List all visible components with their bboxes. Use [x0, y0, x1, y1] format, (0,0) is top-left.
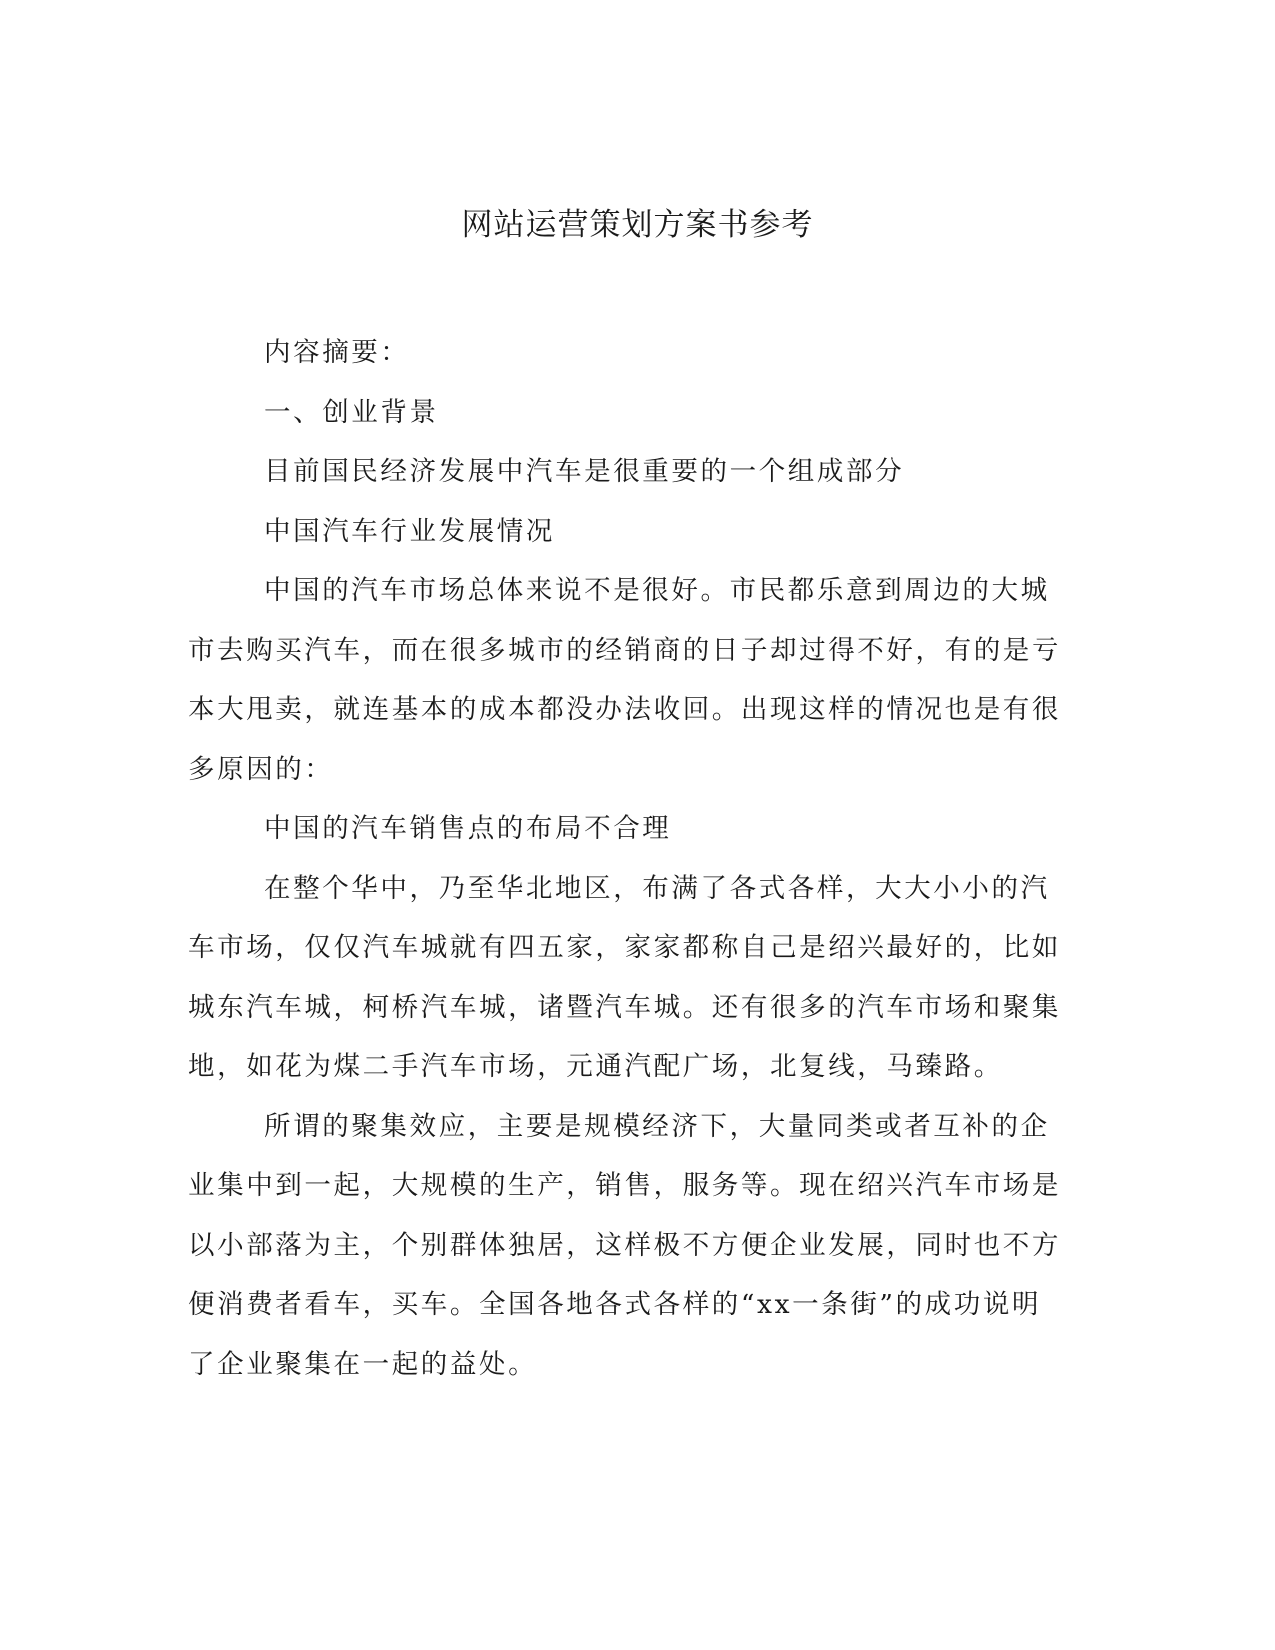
paragraph-market: 中国的汽车市场总体来说不是很好。市民都乐意到周边的大城市去购买汽车，而在很多城市的经销商的日子却过得不好，有的是亏本大甩卖，就连基本的成本都没办法收回。出现这样的情况也是有很多原因的：: [188, 575, 1061, 785]
document-body: [188, 323, 1068, 1394]
section-heading-background: 一、创业背景: [264, 396, 439, 428]
subheading-industry: 中国汽车行业发展情况: [264, 515, 555, 547]
paragraph-markets-list: 在整个华中，乃至华北地区，布满了各式各样，大大小小的汽车市场，仅仅汽车城就有四五家，家家都称自己是绍兴最好的，比如城东汽车城，柯桥汽车城，诸暨汽车城。还有很多的汽车市场和聚集地，如花为煤二手汽车市场，元通汽配广场，北复线，马臻路。: [188, 872, 1061, 1082]
paragraph-cluster-effect: 所谓的聚集效应，主要是规模经济下，大量同类或者互补的企业集中到一起，大规模的生产，销售，服务等。现在绍兴汽车市场是以小部落为主，个别群体独居，这样极不方便企业发展，同时也不方便消费者看车，买车。全国各地各式各样的“xx一条街”的成功说明了企业聚集在一起的益处。: [188, 1110, 1061, 1380]
abstract-label: 内容摘要：: [264, 337, 410, 368]
document-title: 网站运营策划方案书参考: [461, 207, 814, 243]
subheading-layout: 中国的汽车销售点的布局不合理: [264, 813, 672, 844]
subheading-economy: 目前国民经济发展中汽车是很重要的一个组成部分: [264, 456, 905, 487]
